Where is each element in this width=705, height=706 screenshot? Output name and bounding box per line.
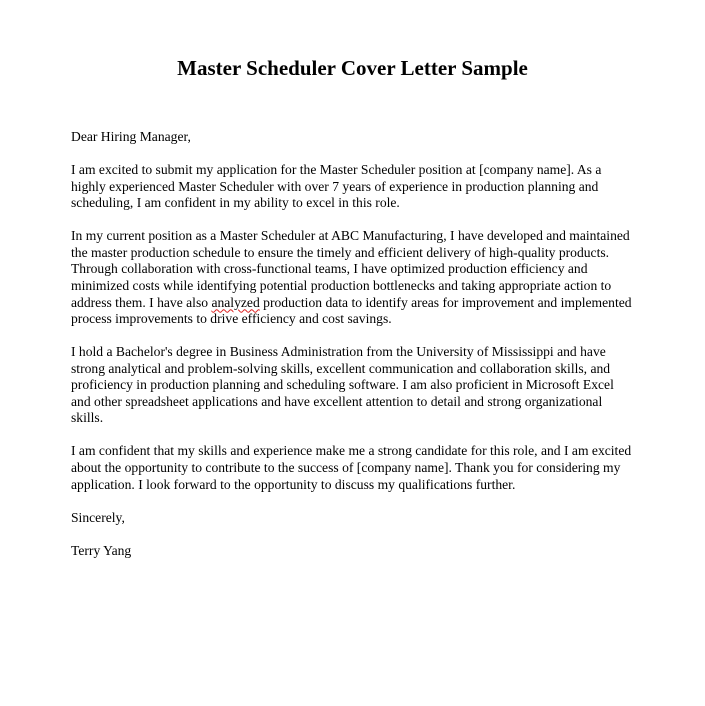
- spellcheck-flagged-word[interactable]: analyzed: [211, 294, 260, 310]
- salutation: Dear Hiring Manager,: [71, 129, 191, 144]
- paragraph-experience-part2: production data to identify areas for improvement and implemented process improvements to drive efficiency and cost savings.: [71, 294, 632, 327]
- paragraph-closing: I am confident that my skills and experience make me a strong candidate for this role, and I am excited about the opportunity to contribute to the success of [company name]. Thank you for considering my application. I look forward to the opportunity to discuss my qualifications further.: [71, 443, 632, 492]
- paragraph-education: I hold a Bachelor's degree in Business Administration from the University of Mississippi and have strong analytical and problem-solving skills, excellent communication and collaboration skills, and proficiency in production planning and scheduling software. I am also proficient in Microsoft Excel and other spreadsheet applications and have excellent attention to detail and strong organizational skills.: [71, 344, 614, 426]
- letter-body: [71, 129, 633, 576]
- closing: Sincerely,: [71, 509, 125, 525]
- paragraph-experience-part1: In my current position as a Master Scheduler at ABC Manufacturing, I have developed and maintained the master production schedule to ensure the timely and efficient delivery of high-quality products. Through collaboration with cross-functional teams, I have optimized production efficiency and minimized costs while identifying potential production bottlenecks and taking appropriate action to address them. I have also: [71, 228, 630, 310]
- paragraph-experience: [71, 228, 633, 328]
- page-title: Master Scheduler Cover Letter Sample: [177, 56, 528, 80]
- paragraph-intro: I am excited to submit my application for the Master Scheduler position at [company name]. As a highly experienced Master Scheduler with over 7 years of experience in production planning and scheduling, I am confident in my ability to excel in this role.: [71, 161, 602, 211]
- signature: Terry Yang: [71, 542, 132, 558]
